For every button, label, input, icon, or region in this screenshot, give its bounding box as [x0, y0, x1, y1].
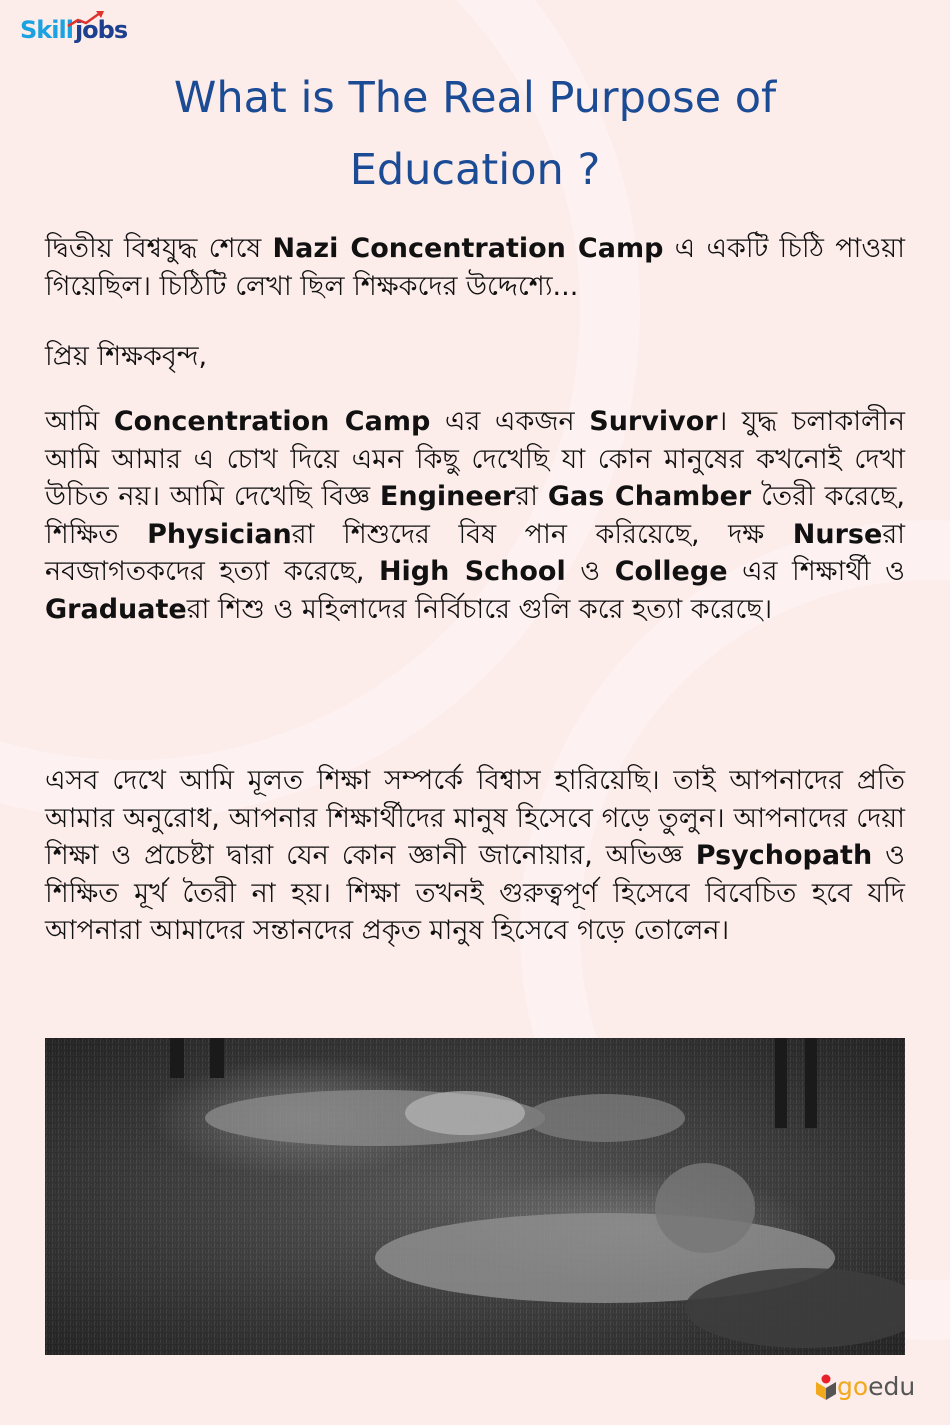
logo-edu-text: edu	[868, 1372, 916, 1401]
goedu-logo	[815, 1372, 915, 1401]
logo-go-text: go	[837, 1372, 869, 1401]
text-run: । যুদ্ধ চলাকালীন আমি আমার এ চোখ দিয়ে এমন কিছু দেখেছি যা কোন মানুষের কখনোই দেখা উচিত নয়। আমি দেখেছি বিজ্ঞ	[45, 406, 906, 512]
intro-paragraph	[45, 230, 905, 305]
title-line-1: What is The Real Purpose of	[173, 73, 777, 123]
bold-term: Psychopath	[695, 840, 873, 871]
page-title	[0, 62, 950, 206]
text-run: ও	[565, 556, 615, 587]
photo-icon	[45, 1038, 905, 1355]
bold-term: College	[614, 556, 728, 587]
text-run: দ্বিতীয় বিশ্বযুদ্ধ শেষে	[45, 233, 273, 264]
bold-term: Physician	[147, 518, 292, 550]
text-run: রা নবজাগতকদের হত্যা করেছে,	[45, 518, 905, 587]
bold-term: Concentration Camp	[113, 406, 431, 437]
text-run: আমি	[45, 406, 114, 437]
bold-term: Gas Chamber	[547, 481, 752, 512]
text-run: এসব দেখে আমি মূলত শিক্ষা সম্পর্কে বিশ্বাস হারিয়েছি। তাই আপনাদের প্রতি আমার অনুরোধ, আপনার শিক্ষার্থীদের মানুষ হিসেবে গড়ে তুলুন। আপনাদের দেয়া শিক্ষা ও প্রচেষ্টা দ্বারা যেন কোন জ্ঞানী জানোয়ার, অভিজ্ঞ	[45, 765, 905, 871]
text-run: এর শিক্ষার্থী ও	[727, 556, 905, 587]
salutation: প্রিয় শিক্ষকবৃন্দ,	[45, 341, 208, 372]
text-run: রা শিশু ও মহিলাদের নির্বিচারে গুলি করে হত্যা করেছে।	[186, 593, 773, 625]
title-line-2: Education ?	[349, 145, 601, 195]
bold-term: Nazi Concentration Camp	[272, 233, 664, 264]
text-run: রা	[515, 481, 548, 512]
text-run: তৈরী করেছে, শিক্ষিত	[45, 481, 905, 550]
bold-term: Graduate	[45, 593, 187, 625]
bold-term: High School	[378, 556, 566, 587]
text-run: এ একটি চিঠি পাওয়া গিয়েছিল। চিঠিটি লেখা ছিল শিক্ষকদের উদ্দেশ্যে...	[45, 233, 905, 302]
book-person-icon	[815, 1374, 837, 1400]
text-run: রা শিশুদের বিষ পান করিয়েছে, দক্ষ	[291, 518, 793, 550]
logo-skill-text: Skill	[20, 16, 73, 44]
bold-term: Survivor	[589, 406, 718, 437]
text-run: ও শিক্ষিত মূর্খ তৈরী না হয়। শিক্ষা তখনই গুরুত্বপূর্ণ হিসেবে বিবেচিত হবে যদি আপনারা আমাদের সন্তানদের প্রকৃত মানুষ হিসেবে গড়ে তোলেন।	[45, 840, 905, 946]
bold-term: Nurse	[792, 518, 883, 550]
growth-arrow-icon	[66, 10, 106, 28]
logo-jobs-text: jobs	[74, 16, 128, 44]
body-paragraph-1	[45, 403, 905, 628]
historical-photo	[45, 1038, 905, 1355]
bold-term: Engineer	[379, 481, 516, 512]
text-run: এর একজন	[430, 406, 590, 437]
body-paragraph-2	[45, 762, 905, 950]
skilljobs-logo	[20, 16, 127, 44]
